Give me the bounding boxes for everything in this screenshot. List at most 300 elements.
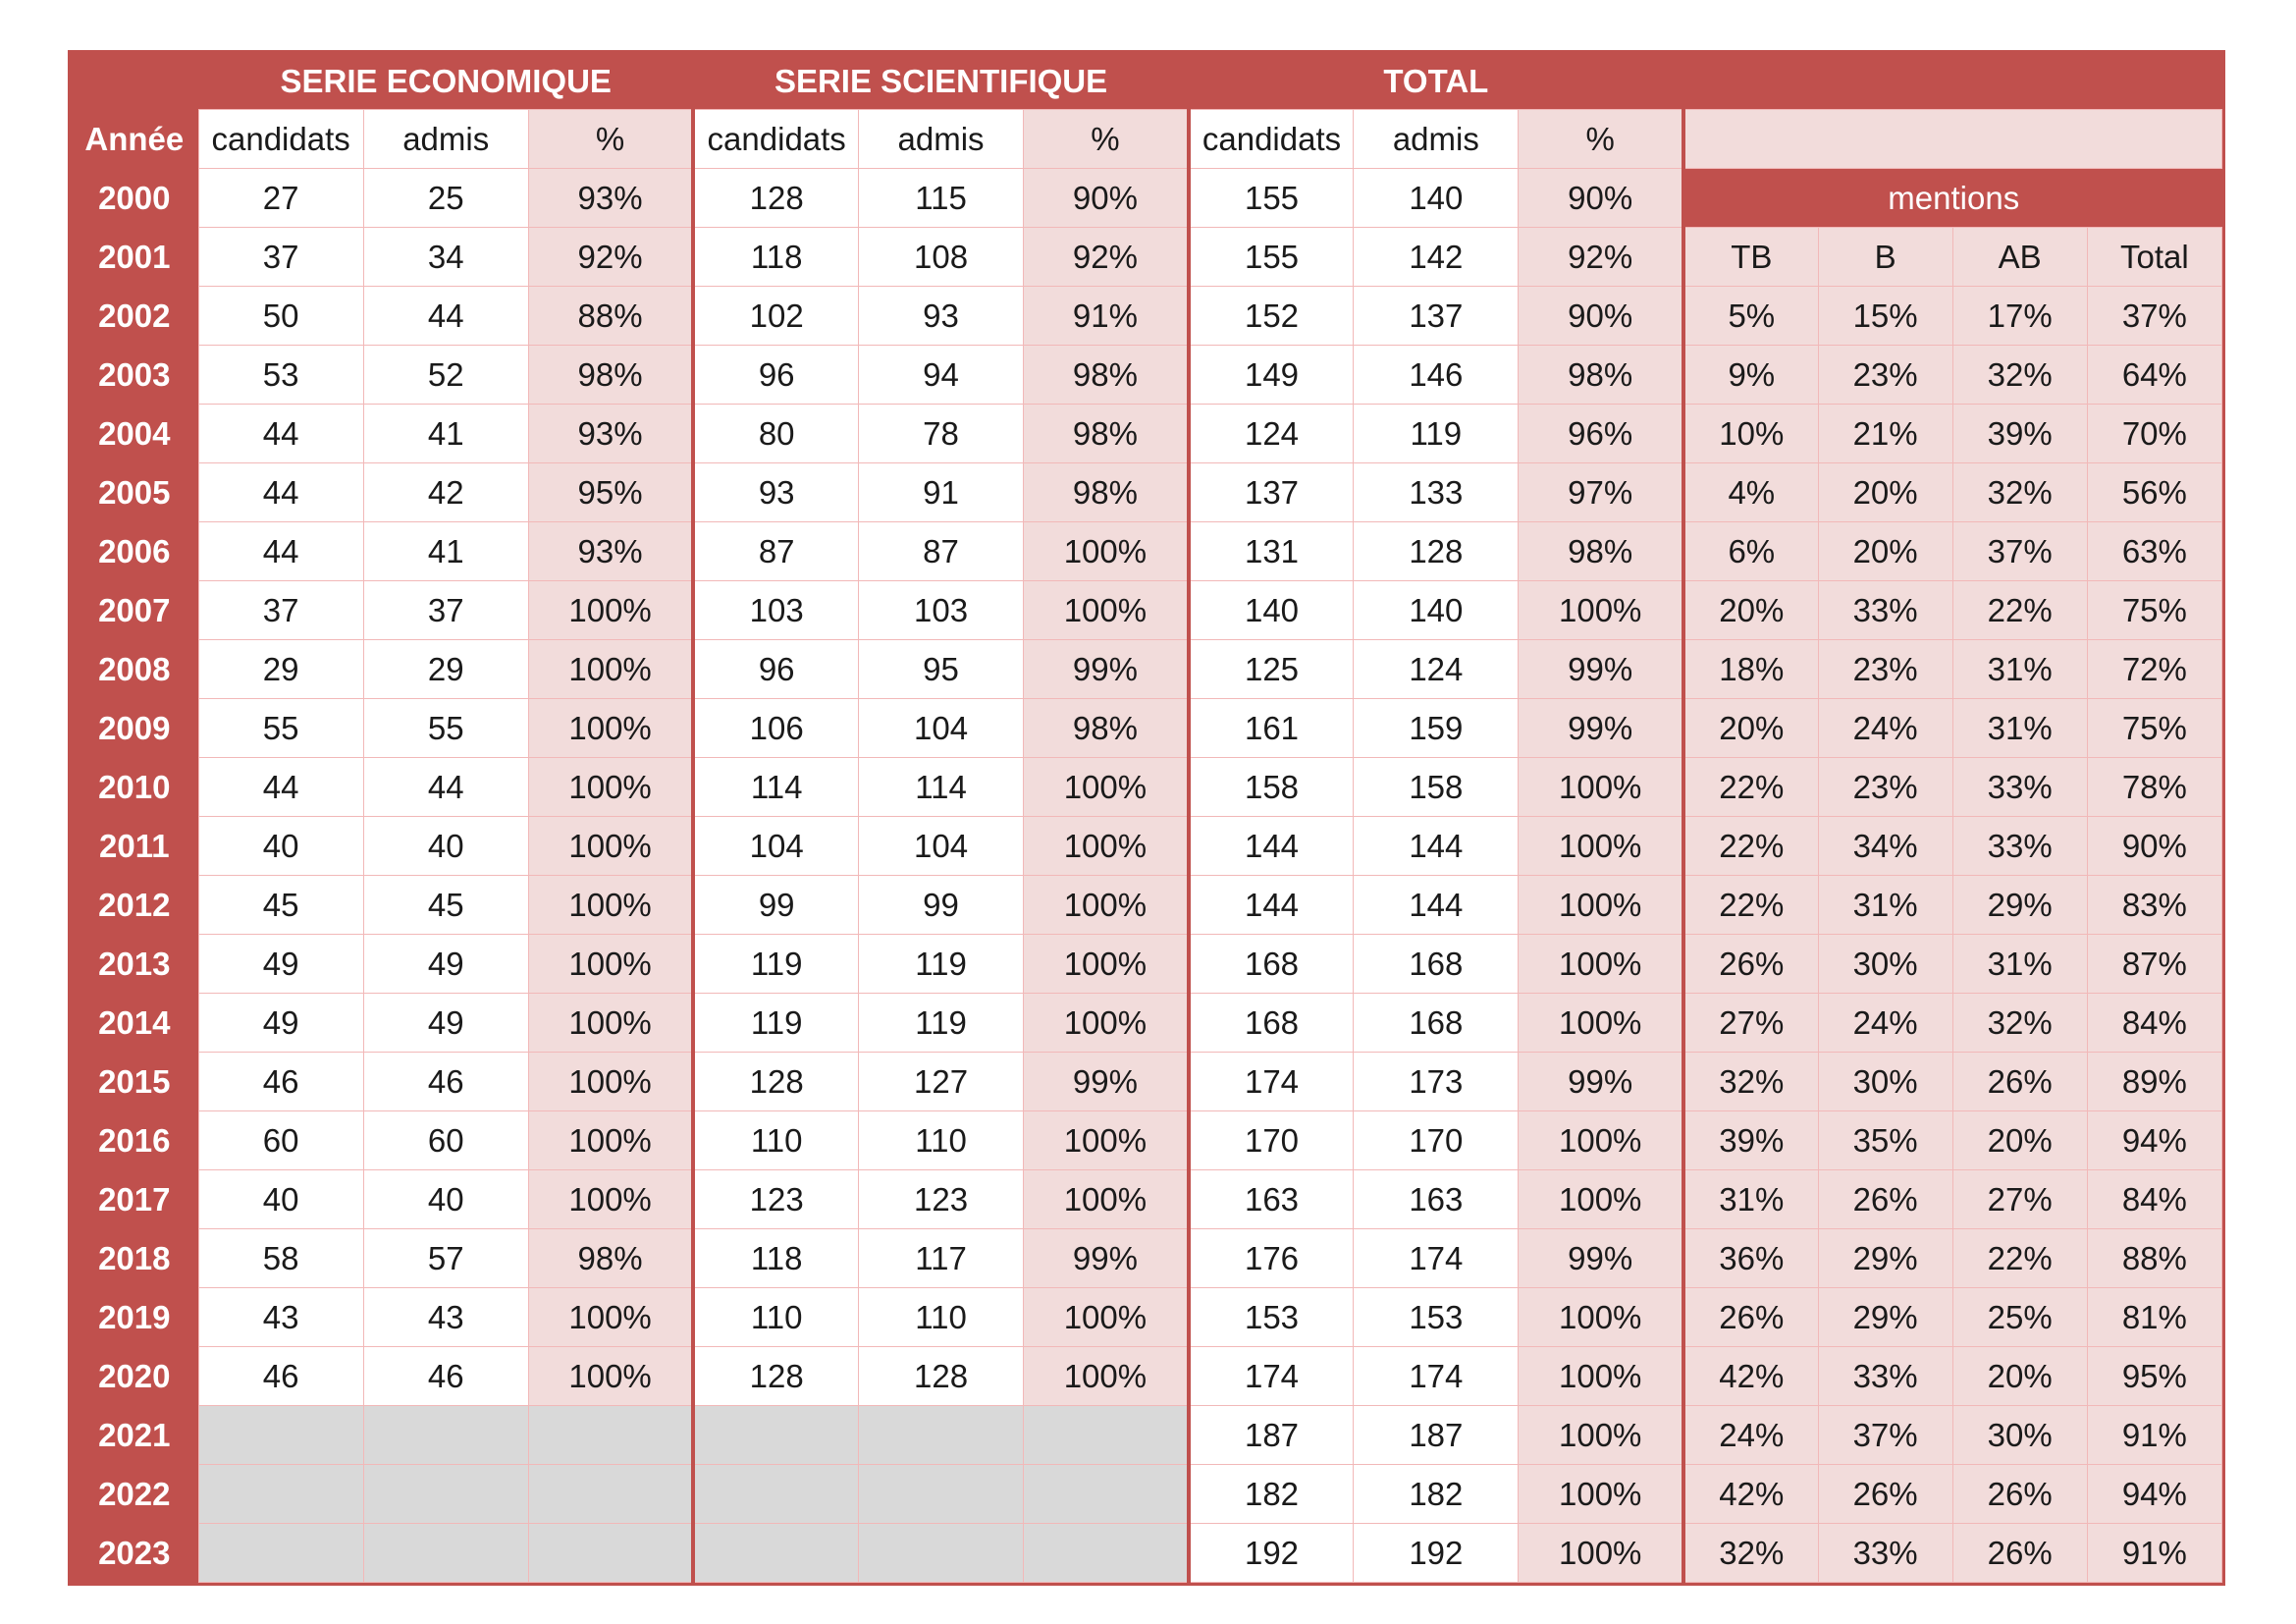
year-cell: 2017 [71, 1170, 198, 1229]
total-candidats-cell: 174 [1189, 1347, 1354, 1406]
mentions-tb-header: TB [1683, 228, 1818, 287]
table-body [71, 53, 2222, 1583]
group-header-eco: SERIE ECONOMIQUE [198, 53, 693, 110]
sci-admis-cell: 119 [858, 935, 1023, 994]
sci-candidats-cell: 93 [693, 463, 858, 522]
eco-percent-cell: 100% [528, 1170, 693, 1229]
total-admis-cell: 153 [1354, 1288, 1519, 1347]
total-candidats-cell: 124 [1189, 405, 1354, 463]
mentions-ab-cell: 26% [1952, 1465, 2087, 1524]
mentions-b-cell: 30% [1818, 935, 1952, 994]
total-candidats-cell: 176 [1189, 1229, 1354, 1288]
mentions-total-cell: 37% [2087, 287, 2221, 346]
table-row [71, 287, 2222, 346]
eco-admis-cell [363, 1406, 528, 1465]
year-cell: 2006 [71, 522, 198, 581]
mentions-total-cell: 64% [2087, 346, 2221, 405]
group-header-sci: SERIE SCIENTIFIQUE [693, 53, 1188, 110]
total-percent-cell: 100% [1519, 1170, 1683, 1229]
mentions-tb-cell: 10% [1683, 405, 1818, 463]
table-row [71, 1288, 2222, 1347]
mentions-tb-cell: 22% [1683, 817, 1818, 876]
year-cell: 2022 [71, 1465, 198, 1524]
mentions-ab-cell: 20% [1952, 1111, 2087, 1170]
table-row [71, 1229, 2222, 1288]
total-candidats-cell: 144 [1189, 817, 1354, 876]
total-candidats-cell: 149 [1189, 346, 1354, 405]
total-percent-cell: 100% [1519, 817, 1683, 876]
total-percent-cell: 98% [1519, 522, 1683, 581]
total-candidats-cell: 125 [1189, 640, 1354, 699]
sci-percent-cell [1024, 1406, 1189, 1465]
eco-candidats-cell: 60 [198, 1111, 363, 1170]
mentions-b-cell: 29% [1818, 1288, 1952, 1347]
mentions-ab-cell: 33% [1952, 758, 2087, 817]
mentions-ab-cell: 26% [1952, 1053, 2087, 1111]
sci-admis-cell [858, 1524, 1023, 1583]
year-cell: 2007 [71, 581, 198, 640]
mentions-total-cell: 89% [2087, 1053, 2221, 1111]
sci-admis-cell: 110 [858, 1288, 1023, 1347]
total-candidats-cell: 152 [1189, 287, 1354, 346]
total-percent-cell: 100% [1519, 1347, 1683, 1406]
sci-percent-cell: 99% [1024, 1053, 1189, 1111]
eco-admis-cell: 43 [363, 1288, 528, 1347]
sci-percent-cell: 100% [1024, 1170, 1189, 1229]
table-row [71, 1170, 2222, 1229]
total-admis-cell: 158 [1354, 758, 1519, 817]
mentions-tb-cell: 32% [1683, 1524, 1818, 1583]
mentions-b-header: B [1818, 228, 1952, 287]
total-admis-cell: 142 [1354, 228, 1519, 287]
mentions-tb-cell: 39% [1683, 1111, 1818, 1170]
table-row [71, 1347, 2222, 1406]
eco-percent-cell: 93% [528, 169, 693, 228]
mentions-ab-cell: 31% [1952, 699, 2087, 758]
sci-candidats-cell: 99 [693, 876, 858, 935]
mentions-total-cell: 90% [2087, 817, 2221, 876]
total-admis-cell: 174 [1354, 1229, 1519, 1288]
sci-percent-cell: 100% [1024, 581, 1189, 640]
mentions-total-cell: 70% [2087, 405, 2221, 463]
sci-percent-cell [1024, 1524, 1189, 1583]
eco-candidats-cell: 37 [198, 581, 363, 640]
total-percent-cell: 100% [1519, 876, 1683, 935]
table-row [71, 640, 2222, 699]
sci-candidats-cell: 87 [693, 522, 858, 581]
sci-percent-cell: 98% [1024, 346, 1189, 405]
year-cell: 2003 [71, 346, 198, 405]
eco-candidats-cell: 44 [198, 405, 363, 463]
total-candidats-cell: 174 [1189, 1053, 1354, 1111]
eco-percent-cell [528, 1524, 693, 1583]
sci-admis-cell: 104 [858, 817, 1023, 876]
eco-admis-cell: 25 [363, 169, 528, 228]
eco-percent-cell: 88% [528, 287, 693, 346]
eco-admis-cell: 40 [363, 817, 528, 876]
mentions-tb-cell: 22% [1683, 876, 1818, 935]
sci-candidats-cell: 119 [693, 935, 858, 994]
total-admis-cell: 146 [1354, 346, 1519, 405]
mentions-tb-cell: 6% [1683, 522, 1818, 581]
total-percent-cell: 100% [1519, 581, 1683, 640]
table-row [71, 169, 2222, 228]
mentions-tb-cell: 9% [1683, 346, 1818, 405]
mentions-ab-cell: 31% [1952, 640, 2087, 699]
year-cell: 2002 [71, 287, 198, 346]
total-percent-cell: 92% [1519, 228, 1683, 287]
mentions-tb-cell: 31% [1683, 1170, 1818, 1229]
mentions-total-cell: 72% [2087, 640, 2221, 699]
total-admis-cell: 119 [1354, 405, 1519, 463]
eco-candidats-cell [198, 1465, 363, 1524]
mentions-header-blank [1683, 53, 2222, 110]
mentions-title: mentions [1683, 169, 2222, 228]
mentions-ab-cell: 31% [1952, 935, 2087, 994]
year-cell: 2012 [71, 876, 198, 935]
table-row [71, 699, 2222, 758]
sci-percent-cell: 92% [1024, 228, 1189, 287]
eco-percent-cell: 100% [528, 699, 693, 758]
eco-percent-cell: 98% [528, 346, 693, 405]
mentions-tb-cell: 36% [1683, 1229, 1818, 1288]
total-percent-header: % [1519, 110, 1683, 169]
table-row [71, 1465, 2222, 1524]
year-cell: 2001 [71, 228, 198, 287]
eco-percent-cell: 93% [528, 405, 693, 463]
sci-percent-cell: 90% [1024, 169, 1189, 228]
eco-admis-cell: 44 [363, 287, 528, 346]
total-percent-cell: 100% [1519, 1465, 1683, 1524]
sci-admis-cell: 115 [858, 169, 1023, 228]
total-candidats-cell: 144 [1189, 876, 1354, 935]
total-admis-cell: 140 [1354, 581, 1519, 640]
total-admis-cell: 140 [1354, 169, 1519, 228]
total-admis-cell: 128 [1354, 522, 1519, 581]
mentions-tb-cell: 42% [1683, 1347, 1818, 1406]
eco-percent-cell: 100% [528, 935, 693, 994]
eco-percent-cell: 93% [528, 522, 693, 581]
total-admis-cell: 170 [1354, 1111, 1519, 1170]
mentions-total-cell: 84% [2087, 994, 2221, 1053]
total-percent-cell: 100% [1519, 1288, 1683, 1347]
year-cell: 2018 [71, 1229, 198, 1288]
mentions-b-cell: 23% [1818, 758, 1952, 817]
eco-percent-cell: 100% [528, 758, 693, 817]
sci-candidats-cell: 118 [693, 228, 858, 287]
total-percent-cell: 97% [1519, 463, 1683, 522]
total-percent-cell: 100% [1519, 758, 1683, 817]
mentions-ab-cell: 25% [1952, 1288, 2087, 1347]
total-candidats-cell: 192 [1189, 1524, 1354, 1583]
eco-candidats-header: candidats [198, 110, 363, 169]
mentions-b-cell: 23% [1818, 640, 1952, 699]
corner-cell [71, 53, 198, 110]
sci-admis-cell [858, 1465, 1023, 1524]
mentions-tb-cell: 32% [1683, 1053, 1818, 1111]
eco-percent-cell: 100% [528, 1347, 693, 1406]
total-candidats-cell: 161 [1189, 699, 1354, 758]
total-candidats-cell: 182 [1189, 1465, 1354, 1524]
year-cell: 2004 [71, 405, 198, 463]
eco-candidats-cell: 46 [198, 1053, 363, 1111]
table-row [71, 522, 2222, 581]
eco-admis-cell: 42 [363, 463, 528, 522]
sci-percent-cell [1024, 1465, 1189, 1524]
mentions-total-cell: 56% [2087, 463, 2221, 522]
sci-candidats-cell: 110 [693, 1288, 858, 1347]
group-header-total: TOTAL [1189, 53, 1683, 110]
year-cell: 2015 [71, 1053, 198, 1111]
mentions-ab-cell: 20% [1952, 1347, 2087, 1406]
year-cell: 2020 [71, 1347, 198, 1406]
sci-percent-cell: 100% [1024, 1111, 1189, 1170]
mentions-b-cell: 29% [1818, 1229, 1952, 1288]
mentions-b-cell: 30% [1818, 1053, 1952, 1111]
eco-admis-cell: 40 [363, 1170, 528, 1229]
year-cell: 2011 [71, 817, 198, 876]
total-percent-cell: 100% [1519, 1406, 1683, 1465]
mentions-b-cell: 23% [1818, 346, 1952, 405]
eco-candidats-cell: 49 [198, 935, 363, 994]
mentions-tb-cell: 5% [1683, 287, 1818, 346]
mentions-total-header: Total [2087, 228, 2221, 287]
table-row [71, 463, 2222, 522]
sci-candidats-cell: 128 [693, 169, 858, 228]
sci-admis-cell: 128 [858, 1347, 1023, 1406]
total-candidats-cell: 140 [1189, 581, 1354, 640]
eco-candidats-cell: 53 [198, 346, 363, 405]
eco-percent-cell [528, 1406, 693, 1465]
eco-candidats-cell: 44 [198, 522, 363, 581]
sci-admis-cell: 94 [858, 346, 1023, 405]
eco-candidats-cell: 50 [198, 287, 363, 346]
mentions-b-cell: 33% [1818, 1347, 1952, 1406]
eco-candidats-cell: 49 [198, 994, 363, 1053]
total-percent-cell: 100% [1519, 1524, 1683, 1583]
eco-candidats-cell: 45 [198, 876, 363, 935]
table-row [71, 1111, 2222, 1170]
mentions-tb-cell: 20% [1683, 699, 1818, 758]
mentions-total-cell: 87% [2087, 935, 2221, 994]
sci-percent-cell: 98% [1024, 405, 1189, 463]
sci-admis-cell: 108 [858, 228, 1023, 287]
eco-admis-cell: 49 [363, 994, 528, 1053]
sci-percent-cell: 100% [1024, 1288, 1189, 1347]
mentions-b-cell: 37% [1818, 1406, 1952, 1465]
mentions-ab-cell: 32% [1952, 994, 2087, 1053]
sci-candidats-cell: 103 [693, 581, 858, 640]
mentions-tb-cell: 22% [1683, 758, 1818, 817]
sci-candidats-cell: 106 [693, 699, 858, 758]
mentions-total-cell: 75% [2087, 699, 2221, 758]
eco-percent-cell: 100% [528, 1288, 693, 1347]
mentions-ab-header: AB [1952, 228, 2087, 287]
eco-percent-cell: 95% [528, 463, 693, 522]
sci-candidats-cell: 119 [693, 994, 858, 1053]
mentions-b-cell: 20% [1818, 463, 1952, 522]
mentions-total-cell: 81% [2087, 1288, 2221, 1347]
sci-candidats-cell [693, 1406, 858, 1465]
eco-admis-cell: 45 [363, 876, 528, 935]
total-admis-cell: 168 [1354, 994, 1519, 1053]
total-admis-header: admis [1354, 110, 1519, 169]
total-percent-cell: 99% [1519, 1053, 1683, 1111]
mentions-ab-cell: 32% [1952, 346, 2087, 405]
sci-admis-cell: 127 [858, 1053, 1023, 1111]
total-admis-cell: 133 [1354, 463, 1519, 522]
mentions-b-cell: 33% [1818, 581, 1952, 640]
sci-percent-cell: 98% [1024, 463, 1189, 522]
table-row [71, 1524, 2222, 1583]
mentions-spacer [1683, 110, 2222, 169]
eco-admis-cell: 57 [363, 1229, 528, 1288]
sci-admis-cell: 119 [858, 994, 1023, 1053]
total-candidats-cell: 153 [1189, 1288, 1354, 1347]
eco-admis-cell: 41 [363, 522, 528, 581]
eco-candidats-cell [198, 1524, 363, 1583]
total-admis-cell: 163 [1354, 1170, 1519, 1229]
mentions-b-cell: 24% [1818, 994, 1952, 1053]
table-row [71, 581, 2222, 640]
eco-candidats-cell [198, 1406, 363, 1465]
sci-candidats-cell: 96 [693, 640, 858, 699]
sci-admis-cell: 99 [858, 876, 1023, 935]
table-row [71, 876, 2222, 935]
total-percent-cell: 99% [1519, 699, 1683, 758]
eco-admis-cell: 46 [363, 1053, 528, 1111]
sci-percent-cell: 100% [1024, 758, 1189, 817]
sci-candidats-cell: 110 [693, 1111, 858, 1170]
sci-admis-cell: 95 [858, 640, 1023, 699]
sci-percent-cell: 100% [1024, 994, 1189, 1053]
sci-candidats-cell: 123 [693, 1170, 858, 1229]
total-candidats-cell: 168 [1189, 994, 1354, 1053]
sci-percent-cell: 100% [1024, 935, 1189, 994]
sci-admis-cell: 114 [858, 758, 1023, 817]
eco-admis-cell [363, 1465, 528, 1524]
eco-percent-cell: 100% [528, 817, 693, 876]
eco-candidats-cell: 40 [198, 817, 363, 876]
mentions-b-cell: 26% [1818, 1465, 1952, 1524]
mentions-ab-cell: 17% [1952, 287, 2087, 346]
sci-percent-cell: 100% [1024, 817, 1189, 876]
eco-admis-cell [363, 1524, 528, 1583]
eco-admis-cell: 49 [363, 935, 528, 994]
total-admis-cell: 192 [1354, 1524, 1519, 1583]
table-row [71, 228, 2222, 287]
total-candidats-cell: 155 [1189, 228, 1354, 287]
year-cell: 2021 [71, 1406, 198, 1465]
total-percent-cell: 99% [1519, 1229, 1683, 1288]
eco-candidats-cell: 27 [198, 169, 363, 228]
sci-percent-cell: 100% [1024, 1347, 1189, 1406]
eco-admis-cell: 55 [363, 699, 528, 758]
total-percent-cell: 90% [1519, 169, 1683, 228]
sci-candidats-cell: 102 [693, 287, 858, 346]
table-row [71, 758, 2222, 817]
year-cell: 2013 [71, 935, 198, 994]
eco-candidats-cell: 46 [198, 1347, 363, 1406]
total-percent-cell: 96% [1519, 405, 1683, 463]
eco-candidats-cell: 44 [198, 758, 363, 817]
mentions-ab-cell: 39% [1952, 405, 2087, 463]
table-row [71, 817, 2222, 876]
sci-admis-cell: 117 [858, 1229, 1023, 1288]
total-candidats-cell: 131 [1189, 522, 1354, 581]
sci-admis-cell: 103 [858, 581, 1023, 640]
mentions-ab-cell: 22% [1952, 581, 2087, 640]
eco-percent-cell: 100% [528, 640, 693, 699]
sci-admis-cell: 110 [858, 1111, 1023, 1170]
table-row [71, 935, 2222, 994]
total-percent-cell: 99% [1519, 640, 1683, 699]
eco-percent-cell: 100% [528, 581, 693, 640]
sci-candidats-cell: 118 [693, 1229, 858, 1288]
sci-admis-cell: 87 [858, 522, 1023, 581]
eco-admis-cell: 34 [363, 228, 528, 287]
results-table [71, 53, 2222, 1583]
sci-admis-cell [858, 1406, 1023, 1465]
total-percent-cell: 100% [1519, 994, 1683, 1053]
mentions-total-cell: 94% [2087, 1465, 2221, 1524]
mentions-ab-cell: 37% [1952, 522, 2087, 581]
group-header-row [71, 53, 2222, 110]
sci-percent-cell: 100% [1024, 876, 1189, 935]
mentions-tb-cell: 24% [1683, 1406, 1818, 1465]
total-candidats-cell: 158 [1189, 758, 1354, 817]
total-admis-cell: 137 [1354, 287, 1519, 346]
mentions-ab-cell: 27% [1952, 1170, 2087, 1229]
eco-percent-cell: 98% [528, 1229, 693, 1288]
total-percent-cell: 100% [1519, 935, 1683, 994]
table-row [71, 1053, 2222, 1111]
year-cell: 2023 [71, 1524, 198, 1583]
sci-candidats-cell: 128 [693, 1053, 858, 1111]
total-candidats-cell: 163 [1189, 1170, 1354, 1229]
table-row [71, 1406, 2222, 1465]
year-cell: 2009 [71, 699, 198, 758]
mentions-total-cell: 91% [2087, 1524, 2221, 1583]
sci-admis-cell: 78 [858, 405, 1023, 463]
mentions-tb-cell: 42% [1683, 1465, 1818, 1524]
mentions-ab-cell: 26% [1952, 1524, 2087, 1583]
sub-header-row [71, 110, 2222, 169]
mentions-ab-cell: 33% [1952, 817, 2087, 876]
eco-admis-cell: 37 [363, 581, 528, 640]
mentions-tb-cell: 26% [1683, 1288, 1818, 1347]
eco-candidats-cell: 58 [198, 1229, 363, 1288]
eco-admis-cell: 46 [363, 1347, 528, 1406]
mentions-tb-cell: 27% [1683, 994, 1818, 1053]
eco-percent-cell: 100% [528, 876, 693, 935]
sci-candidats-cell: 96 [693, 346, 858, 405]
total-admis-cell: 187 [1354, 1406, 1519, 1465]
mentions-total-cell: 75% [2087, 581, 2221, 640]
eco-candidats-cell: 55 [198, 699, 363, 758]
total-candidats-cell: 137 [1189, 463, 1354, 522]
mentions-total-cell: 78% [2087, 758, 2221, 817]
total-admis-cell: 144 [1354, 817, 1519, 876]
year-header: Année [71, 110, 198, 169]
mentions-total-cell: 95% [2087, 1347, 2221, 1406]
eco-percent-cell: 100% [528, 1053, 693, 1111]
sci-admis-cell: 91 [858, 463, 1023, 522]
mentions-total-cell: 94% [2087, 1111, 2221, 1170]
sci-admis-cell: 93 [858, 287, 1023, 346]
eco-candidats-cell: 44 [198, 463, 363, 522]
sci-percent-cell: 91% [1024, 287, 1189, 346]
